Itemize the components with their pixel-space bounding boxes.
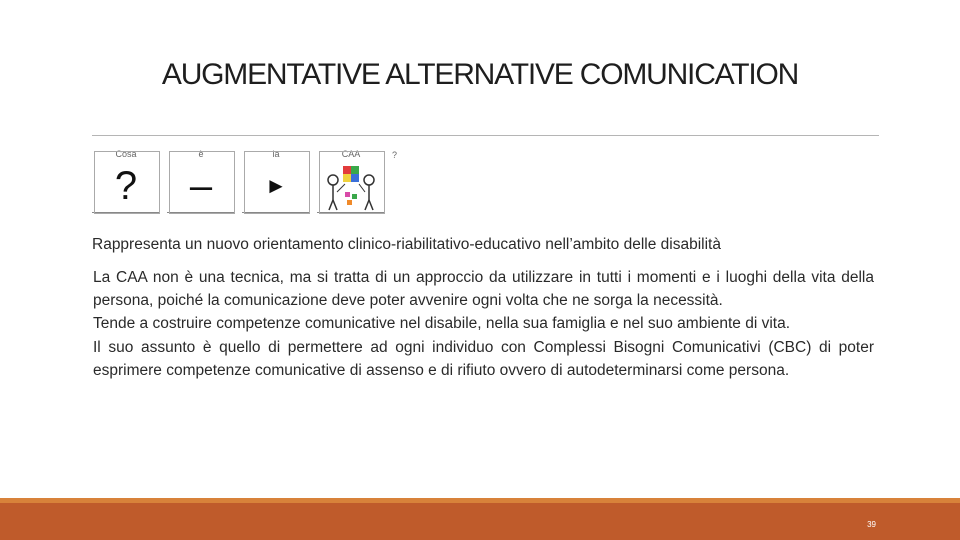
intro-text: Rappresenta un nuovo orientamento clinico-riabilitativo-educativo nell’ambito delle disabilità <box>92 236 721 253</box>
communication-board-icon <box>323 162 379 212</box>
symbol-caa <box>317 148 385 213</box>
footer-accent-line <box>0 498 960 503</box>
paragraph-assunto: Il suo assunto è quello di permettere ad ogni individuo con Complessi Bisogni Comunicativi (CBC) di poter esprimere competenze comunicative di assenso e di rifiuto ovvero di autodeterminarsi come persona. <box>93 338 874 379</box>
symbol-caption: Cosa <box>115 149 137 159</box>
title-divider <box>92 135 879 136</box>
slide-title: AUGMENTATIVE ALTERNATIVE COMUNICATION <box>161 58 799 91</box>
symbol-caption: CAA <box>341 149 361 159</box>
arrow-right-icon: ► <box>265 173 287 198</box>
paragraph-competenze: Tende a costruire competenze comunicative nel disabile, nella sua famiglia e nel suo ambiente di vita. <box>93 315 791 333</box>
symbol-trailing-mark: ? <box>392 150 398 160</box>
footer-bar <box>0 498 960 540</box>
dash-icon: – <box>189 164 213 208</box>
page-number: 39 <box>867 520 876 529</box>
symbol-la <box>242 148 310 213</box>
question-icon: ? <box>114 164 138 208</box>
symbol-caption: la <box>272 149 280 159</box>
symbol-e <box>167 148 235 213</box>
symbol-caption: è <box>198 149 204 159</box>
symbol-cosa <box>92 148 160 213</box>
pcs-symbol-strip <box>92 148 412 216</box>
paragraph-caa: La CAA non è una tecnica, ma si tratta di un approccio da utilizzare in tutti i momenti e i luoghi della vita della persona, poiché la comunicazione deve poter avvenire ogni volta che ne sorga la necessità. <box>93 269 874 310</box>
body-text <box>93 266 874 382</box>
